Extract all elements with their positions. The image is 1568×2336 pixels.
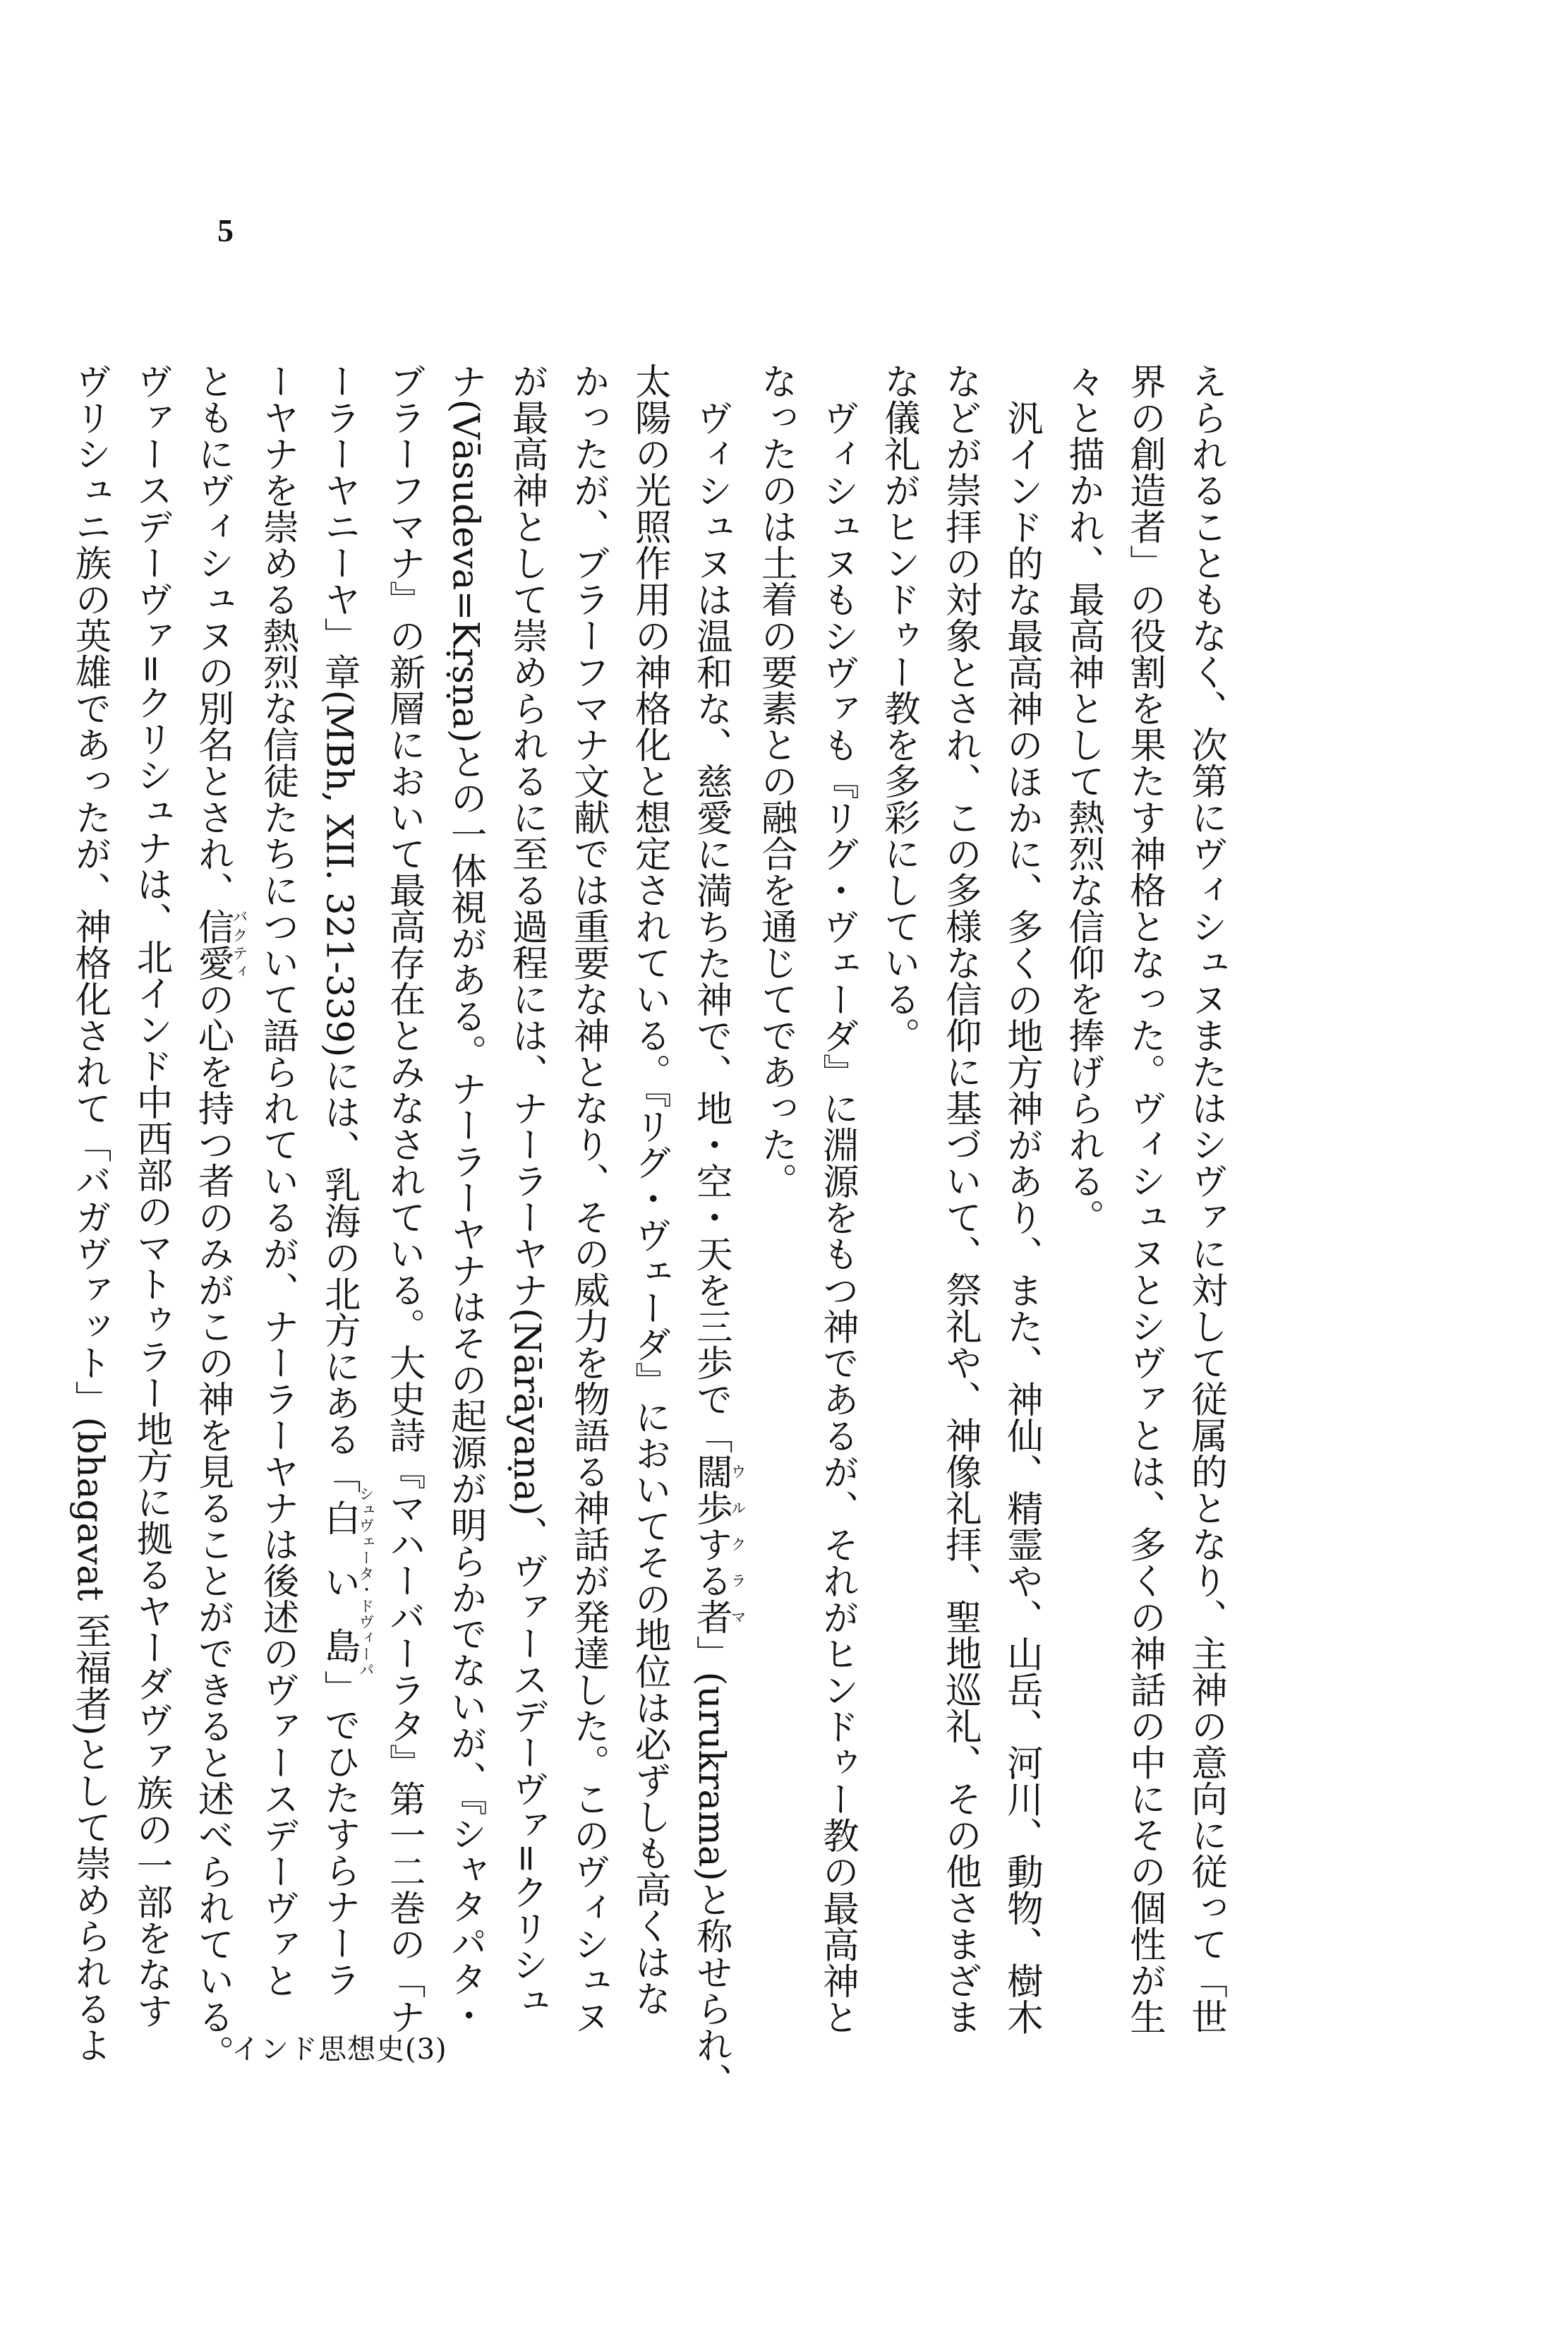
text-column: ーヤナを崇める熱烈な信徒たちについて語られているが、ナーラーヤナは後述のヴァースデーヴァと (256, 363, 299, 1999)
text-column: ナ(Vāsudeva=Kṛṣṇa)との一体視がある。ナーラーヤナはその起源が明らかでないが、『シャタパタ・ (444, 363, 487, 2034)
text-column: 汎インド的な最高神のほかに、多くの地方神があり、また、神仙、精霊や、山岳、河川、動物、樹木 (1000, 399, 1043, 2035)
text-segment: 」(urukrama)と称せられ、 (689, 1634, 732, 2100)
text-segment: ーラーヤニーヤ」章(MBh, XII. 321-339)には、乳海の北方にある「 (318, 363, 361, 1494)
running-footer: インド思想史(3) (231, 2033, 447, 2066)
text-segment: の心を持つ者のみがこの神を見ることができると述べられている。 (191, 980, 234, 2071)
text-column (181, 363, 248, 2071)
text-segment: 」でひたすらナーラ (318, 1670, 361, 1998)
text-column: ヴリシュニ族の英雄であったが、神格化されて「バガヴァット」(bhagavat 至福者)として崇められるよ (68, 363, 111, 2064)
text-column: 界の創造者」の役割を果たす神格となった。ヴィシュヌとシヴァとは、多くの神話の中にその個性が生 (1123, 363, 1166, 2035)
ruby-reading: シュヴェータ・ドヴィーパ (356, 1486, 375, 1678)
text-column: が最高神として崇められるに至る過程には、ナーラーヤナ(Nārāyaṇa)、ヴァースデーヴァ=クリシュ (505, 363, 548, 2019)
text-column (680, 363, 747, 2100)
text-column: かったが、ブラーフマナ文献では重要な神となり、その威力を物語る神話が発達した。このヴィシュヌ (567, 363, 610, 2035)
text-column: ヴァースデーヴァ=クリシュナは、北インド中西部のマトゥラー地方に拠るヤーダヴァ族の一部をなす (130, 363, 173, 2029)
ruby-annotation (318, 1486, 375, 1678)
ruby-annotation (689, 1453, 747, 1635)
text-column: 々と描かれ、最高神として熱烈な信仰を捧げられる。 (1061, 363, 1104, 1235)
ruby-reading: ウルクラマ (728, 1453, 747, 1635)
ruby-base: 信愛 (191, 908, 234, 981)
text-column: な儀礼がヒンドゥー教を多彩にしている。 (877, 363, 920, 1054)
text-column: ブラーフマナ』の新層において最高存在とみなされている。大史詩『マハーバーラタ』第一二巻の「ナ (382, 363, 426, 2035)
ruby-base: 闊歩する者 (689, 1453, 732, 1635)
ruby-reading: バクティ (230, 908, 248, 981)
text-column: ヴィシュヌもシヴァも『リグ・ヴェーダ』に淵源をもつ神であるが、それがヒンドゥー教の最高神と (816, 399, 859, 2035)
text-column: 太陽の光照作用の神格化と想定されている。『リグ・ヴェーダ』においてその地位は必ずしも高くはな (628, 363, 671, 2017)
text-column: えられることもなく、次第にヴィシュヌまたはシヴァに対して従属的となり、主神の意向に従って「世 (1185, 363, 1227, 2035)
text-column: などが崇拝の対象とされ、この多様な信仰に基づいて、祭礼や、神像礼拝、聖地巡礼、その他さまざま (939, 363, 982, 2035)
text-segment: ヴィシュヌは温和な、慈愛に満ちた神で、地・空・天を三歩で「 (689, 399, 732, 1453)
ruby-annotation (191, 908, 248, 981)
text-column: なったのは土着の要素との融合を通じてであった。 (754, 363, 797, 1199)
ruby-base: 白い島 (318, 1486, 361, 1678)
text-segment: ともにヴィシュヌの別名とされ、 (191, 363, 234, 908)
page-number: 5 (217, 212, 234, 248)
text-column (308, 363, 375, 1998)
